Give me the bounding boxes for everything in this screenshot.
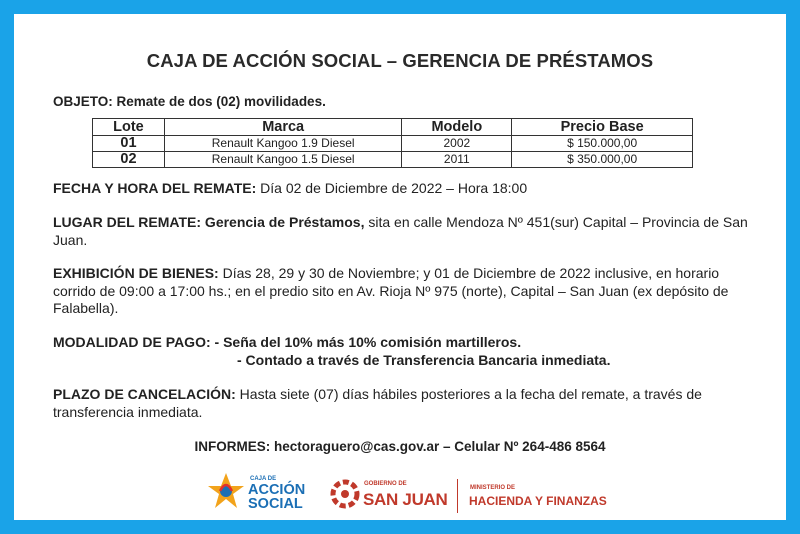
informes-contact: INFORMES: hectoraguero@cas.gov.ar – Celular Nº 264-486 8564 [194,439,606,454]
plazo-text: Hasta siete (07) días hábiles posteriores a la fecha del remate, a través de transferencia inmediata. [53,386,702,420]
cell-modelo: 2002 [402,136,512,152]
lugar-paragraph [53,214,753,249]
exhibicion-text: Días 28, 29 y 30 de Noviembre; y 01 de Diciembre de 2022 inclusive, en horario corrido de 09:00 a 17:00 hs.; en el predio sito en Av. Rioja Nº 975 (norte), Capital – San Juan (ex depósito de Falabella). [53,265,729,316]
cell-precio: $ 350.000,00 [512,152,693,168]
modalidad-line2: - Contado a través de Transferencia Bancaria inmediata. [237,351,611,368]
sj-big-text: SAN JUAN [363,490,448,509]
modalidad-line1: MODALIDAD DE PAGO: - Seña del 10% más 10% comisión martilleros. [53,334,522,350]
star-icon [206,471,246,513]
cas-line1: ACCIÓN [248,482,306,498]
header-marca: Marca [164,119,402,136]
table-row [93,136,693,152]
plazo-label: PLAZO DE CANCELACIÓN: [53,386,236,402]
header-precio: Precio Base [512,119,693,136]
table-row [93,152,693,168]
header-lote: Lote [93,119,165,136]
cell-precio: $ 150.000,00 [512,136,693,152]
modalidad-paragraph [53,334,753,369]
caja-accion-social-logo [206,471,306,513]
exhibicion-paragraph [53,265,753,318]
cell-lote: 02 [93,152,165,168]
ministerio-big-text: HACIENDA Y FINANZAS [469,494,607,508]
cell-marca: Renault Kangoo 1.5 Diesel [164,152,402,168]
cell-marca: Renault Kangoo 1.9 Diesel [164,136,402,152]
cas-line2: SOCIAL [248,496,303,512]
logos-row [14,469,786,519]
gobierno-san-juan-logo [329,477,459,515]
cell-lote: 01 [93,136,165,152]
cell-modelo: 2011 [402,152,512,168]
objeto-text: OBJETO: Remate de dos (02) movilidades. [53,94,326,109]
cas-small-text: CAJA DE [250,476,277,482]
logo-divider [457,479,458,513]
fecha-label: FECHA Y HORA DEL REMATE: [53,180,257,196]
lugar-text: sita en calle Mendoza Nº 451(sur) Capital – Provincia de San Juan. [53,214,748,248]
ministerio-small-text: MINISTERIO DE [470,485,516,491]
header-modelo: Modelo [402,119,512,136]
sj-small-text: GOBIERNO DE [364,481,407,487]
lots-table [92,118,693,168]
fecha-text: Día 02 de Diciembre de 2022 – Hora 18:00 [256,180,528,196]
page-title: CAJA DE ACCIÓN SOCIAL – GERENCIA DE PRÉSTAMOS [146,50,654,71]
fecha-paragraph [53,180,753,198]
lugar-label: LUGAR DEL REMATE: [53,214,202,230]
lugar-bold-text: Gerencia de Préstamos, [201,214,365,230]
plazo-paragraph [53,386,753,421]
table-header-row [93,119,693,136]
exhibicion-label: EXHIBICIÓN DE BIENES: [53,265,219,281]
notice-card [14,14,786,520]
sun-icon [329,477,361,511]
